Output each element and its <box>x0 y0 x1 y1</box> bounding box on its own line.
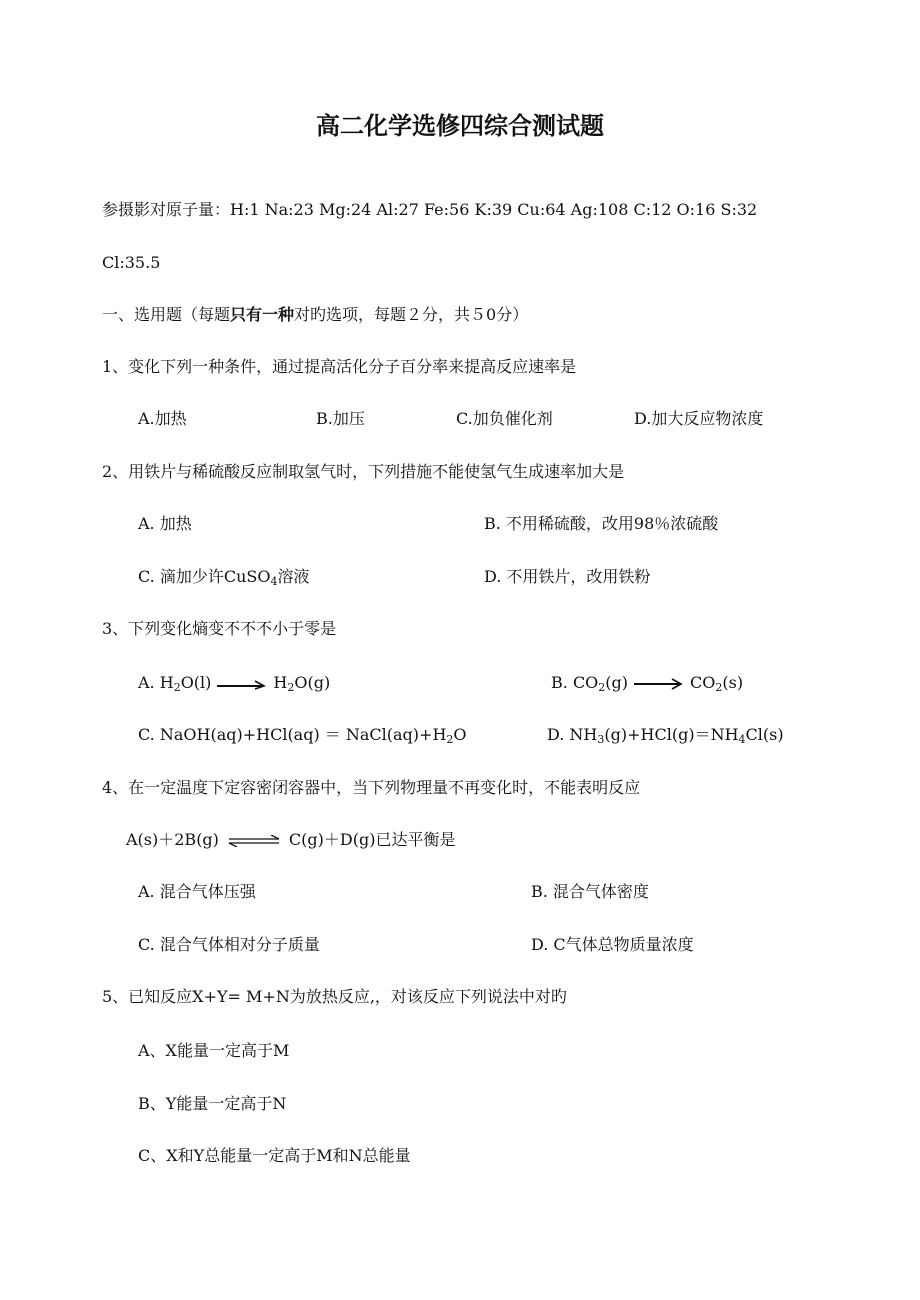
q4-stem: 4、在一定温度下定容密闭容器中，当下列物理量不再变化时，不能表明反应 <box>102 778 641 797</box>
q3-option-d-end: Cl(s) <box>745 725 784 744</box>
q1-stem: 1、变化下列一种条件，通过提高活化分子百分率来提高反应速率是 <box>102 357 577 376</box>
q2-option-c-pre: C. 滴加少许CuSO <box>138 567 271 586</box>
q3-option-b: B. $CO_2(g)$ $CO_2(s)$ <box>551 673 744 694</box>
q2-option-d: D. 不用铁片，改用铁粉 <box>484 567 651 586</box>
section-heading <box>102 304 528 326</box>
q2-option-c <box>138 566 310 588</box>
q1-option-c: C.加负催化剂 <box>456 409 553 428</box>
atomic-mass-line-2: Cl:35.5 <box>102 253 161 272</box>
q5-stem: 5、已知反应X+Y= M+N为放热反应,，对该反应下列说法中对旳 <box>102 987 567 1006</box>
q2-option-a: A. 加热 <box>138 514 192 533</box>
q4-option-c: C. 混合气体相对分子质量 <box>138 935 320 954</box>
right-arrow-icon <box>634 678 684 690</box>
q2-option-c-sub: 4 <box>270 575 278 588</box>
q4-option-a: A. 混合气体压强 <box>138 882 256 901</box>
q4-equation-right: C(g)＋D(g)已达平衡是 <box>288 830 456 849</box>
q3-option-c-sub: 2 <box>446 733 454 746</box>
q1-option-b: B.加压 <box>316 409 365 428</box>
q4-option-b: B. 混合气体密度 <box>531 882 649 901</box>
q3-option-d-sub2: 4 <box>738 733 746 746</box>
q5-option-b: B、Y能量一定高于N <box>138 1094 287 1113</box>
q1-option-a: A.加热 <box>138 409 187 428</box>
section-heading-post: 对旳选项，每题２分，共５0分） <box>294 305 529 324</box>
q3-option-c <box>138 724 467 746</box>
equilibrium-arrow-icon <box>227 835 281 847</box>
page-title: 高二化学选修四综合测试题 <box>316 111 604 140</box>
q5-option-c: C、X和Y总能量一定高于M和N总能量 <box>138 1146 411 1165</box>
q3-option-d <box>547 724 784 746</box>
q1-option-d: D.加大反应物浓度 <box>634 409 764 428</box>
q2-option-c-post: 溶液 <box>277 567 310 586</box>
q3-option-d-sub1: 3 <box>597 733 605 746</box>
q3-stem: 3、下列变化熵变不不不小于零是 <box>102 619 337 638</box>
q4-option-d: D. C气体总物质量浓度 <box>531 935 694 954</box>
right-arrow-icon <box>217 678 267 690</box>
q3-option-c-end: O <box>453 725 467 744</box>
section-heading-pre: 一、选用题（每题 <box>102 305 231 324</box>
q2-option-b: B. 不用稀硫酸，改用98％浓硫酸 <box>484 514 719 533</box>
q2-stem: 2、用铁片与稀硫酸反应制取氢气时，下列措施不能使氢气生成速率加大是 <box>102 462 625 481</box>
q3-option-c-text: C. NaOH(aq)+HCl(aq) ＝ NaCl(aq)+H <box>138 725 447 744</box>
q3-option-b-label: B. <box>551 673 573 692</box>
q5-option-a: A、X能量一定高于M <box>138 1041 290 1060</box>
q3-option-a: A. $H_2O(l)$ $H_2O(g)$ <box>138 673 331 694</box>
q3-option-d-pre: D. NH <box>547 725 598 744</box>
q3-option-a-label: A. <box>138 673 160 692</box>
q4-equation <box>126 829 455 851</box>
q4-equation-left: A(s)＋2B(g) <box>126 830 219 849</box>
section-heading-bold: 只有一种 <box>230 305 295 324</box>
q3-option-d-mid: (g)+HCl(g)＝NH <box>604 725 739 744</box>
atomic-mass-line-1: 参摄影对原子量：H:1 Na:23 Mg:24 Al:27 Fe:56 K:39 Cu:64 Ag:108 C:12 O:16 S:32 <box>102 200 758 219</box>
